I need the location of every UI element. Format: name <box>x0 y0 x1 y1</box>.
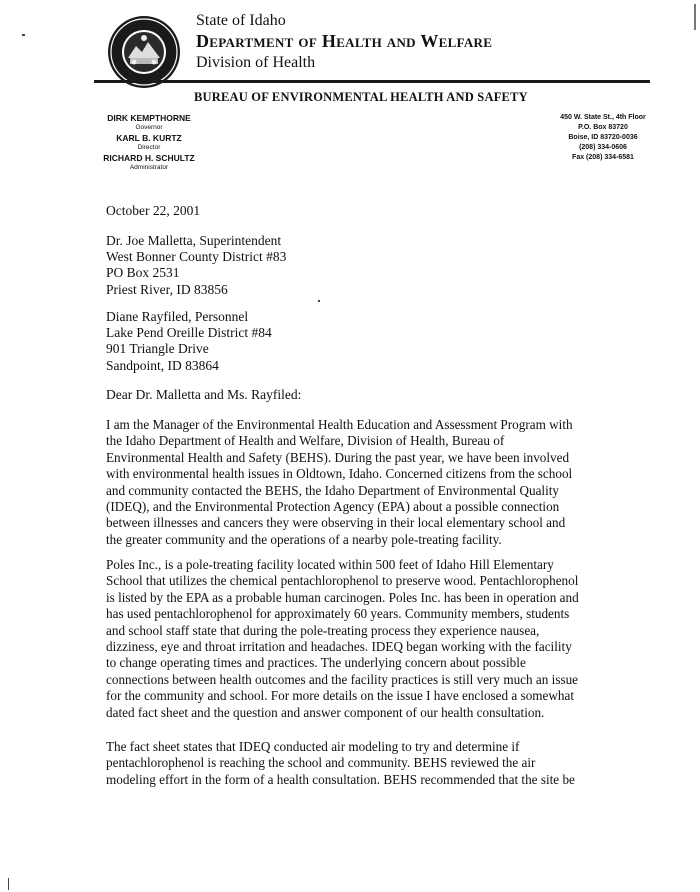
address-line: P.O. Box 83720 <box>578 124 628 131</box>
recipient-line: Sandpoint, ID 83864 <box>106 357 219 373</box>
body-paragraph-1: I am the Manager of the Environmental Health Education and Assessment Program with the Idaho Department of Health and Welfare, Division of Health, Bureau of Environmental Health and Safety (BEHS). During the past year, we have been involved with environmental health issues in Oldtown, Idaho. Concerned citizens from the school and community contacted the BEHS, the Idaho Department of Environmental Quality (IDEQ), and the Environmental Protection Agency (EPA) about a possible connection between illnesses and cancers they were observing in their local elementary school and the greater community and the operations of a nearby pole-treating facility. <box>106 417 573 547</box>
official-name: KARL B. KURTZ <box>116 133 182 143</box>
body-paragraph-2: Poles Inc., is a pole-treating facility located within 500 feet of Idaho Hill Elementary School that utilizes the chemical pentachlorophenol to preserve wood. Pentachlorophenol is listed by the EPA as a probable human carcinogen. Poles Inc. has been in operation and has used pentachlorophenol for approximately 60 years. Community members, students and school staff state that during the pole-treating process they experience nausea, dizziness, eye and throat irritation and headaches. IDEQ began working with the facility to change operating times and practices. The underlying concern about possible connections between health outcomes and the facility practices is still very much an issue for the community and school. For more details on the issue I have enclosed a somewhat dated fact sheet and the question and answer component of our health consultation. <box>106 557 579 720</box>
official-name: DIRK KEMPTHORNE <box>107 113 191 123</box>
recipient-address-2 <box>106 309 272 374</box>
letter-date: October 22, 2001 <box>106 203 201 218</box>
recipient-line: 901 Triangle Drive <box>106 341 209 357</box>
header-rule <box>94 80 650 83</box>
state-name: State of Idaho <box>196 12 286 29</box>
agency-header <box>196 10 492 73</box>
bureau-name: BUREAU OF ENVIRONMENTAL HEALTH AND SAFETY <box>194 90 528 104</box>
recipient-address-1 <box>106 233 286 298</box>
phone-line: (208) 334-0606 <box>579 144 627 151</box>
division-name: Division of Health <box>196 54 316 71</box>
fax-line: Fax (208) 334-6581 <box>572 154 634 161</box>
recipient-line: Diane Rayfiled, Personnel <box>106 309 249 324</box>
scan-edge-mark <box>694 4 696 30</box>
official-title: Governor <box>135 124 163 131</box>
scan-speck <box>22 34 25 36</box>
address-line: Boise, ID 83720-0036 <box>568 134 638 141</box>
officials-block <box>94 113 204 173</box>
salutation: Dear Dr. Malletta and Ms. Rayfiled: <box>106 387 302 402</box>
recipient-line: Lake Pend Oreille District #84 <box>106 325 272 341</box>
recipient-line: West Bonner County District #83 <box>106 249 287 265</box>
scan-speck <box>318 300 320 302</box>
state-seal <box>106 14 182 90</box>
office-address <box>548 113 658 163</box>
address-line: 450 W. State St., 4th Floor <box>560 114 646 121</box>
recipient-line: Dr. Joe Malletta, Superintendent <box>106 233 282 248</box>
scan-edge-mark <box>8 878 9 890</box>
body-paragraph-3: The fact sheet states that IDEQ conducted air modeling to try and determine if pentachlorophenol is reaching the school and community. BEHS reviewed the air modeling effort in the form of a health consultation. BEHS recommended that the site be <box>106 739 575 787</box>
official-name: RICHARD H. SCHULTZ <box>103 153 195 163</box>
official-title: Administrator <box>129 164 169 171</box>
recipient-line: Priest River, ID 83856 <box>106 281 228 297</box>
recipient-line: PO Box 2531 <box>106 265 180 281</box>
official-title: Director <box>137 144 161 151</box>
department-name: Department of Health and Welfare <box>196 31 493 51</box>
idaho-seal-icon <box>106 14 182 90</box>
